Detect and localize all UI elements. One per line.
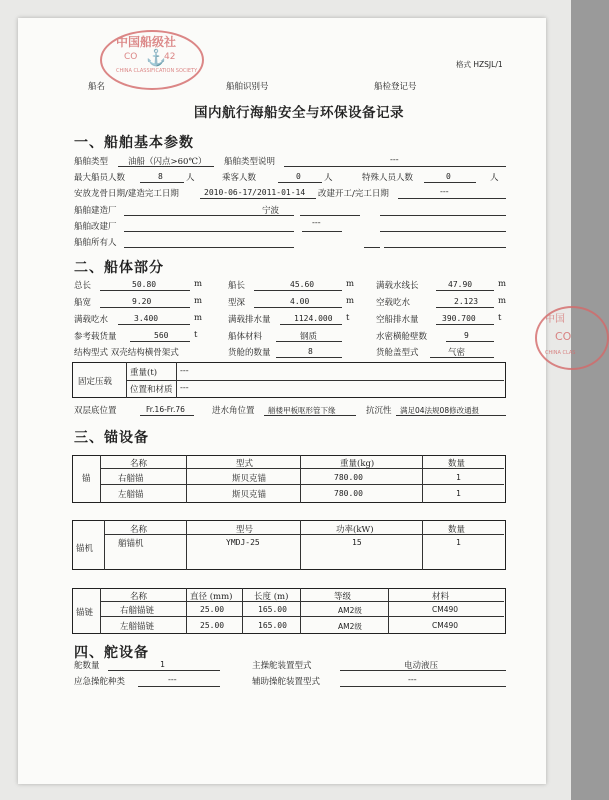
table-line xyxy=(104,520,105,570)
full-disp-unit: t xyxy=(346,313,350,323)
underline xyxy=(300,215,360,216)
ship-id-label: 船舶识别号 xyxy=(226,82,269,92)
table-line xyxy=(186,455,187,503)
col-qty: 数量 xyxy=(448,459,466,469)
keel-date-value: 2010-06-17/2011-01-14 xyxy=(204,188,306,197)
page-title: 国内航行海船安全与环保设备记录 xyxy=(194,105,404,121)
anchor-name: 右艏锚 xyxy=(118,474,144,484)
hull-material-label: 船体材料 xyxy=(228,332,263,342)
lwl-value: 47.90 xyxy=(448,280,473,289)
chain-length: 165.00 xyxy=(258,605,287,614)
aux-steering-value: --- xyxy=(408,675,417,685)
deadweight-label: 参考载货量 xyxy=(74,332,117,342)
underline xyxy=(130,341,190,342)
underline xyxy=(264,415,356,416)
builder-value: 宁波 xyxy=(262,206,280,216)
lbp-value: 45.60 xyxy=(290,280,315,289)
col-type: 型式 xyxy=(236,459,254,469)
full-draft-value: 3.400 xyxy=(134,314,159,323)
underline xyxy=(340,670,506,671)
breadth-label: 船宽 xyxy=(74,298,92,308)
hatch-label: 货舱盖型式 xyxy=(376,348,419,358)
windlass-row-label: 锚机 xyxy=(76,544,94,554)
flood-angle-value: 艏楼甲板呕形管下缘 xyxy=(268,406,336,415)
anchor-row-label: 锚 xyxy=(82,474,91,484)
chain-name: 左艏锚链 xyxy=(120,622,155,632)
ballast-position-label: 位置和材质 xyxy=(130,385,173,395)
chain-material: CM490 xyxy=(432,605,459,614)
bulkhead-value: 9 xyxy=(464,331,469,340)
underline xyxy=(436,307,494,308)
lbp-label: 船长 xyxy=(228,281,246,291)
col-material: 材料 xyxy=(432,592,450,602)
keel-date-label: 安放龙骨日期/建造完工日期 xyxy=(74,189,179,199)
rudder-count-label: 舵数量 xyxy=(74,661,100,671)
light-disp-value: 390.700 xyxy=(442,314,476,323)
table-line xyxy=(422,520,423,570)
max-crew-label: 最大船员人数 xyxy=(74,173,126,183)
anchor-qty: 1 xyxy=(456,489,461,498)
section-rudder-title: 四、舵设备 xyxy=(74,645,149,661)
refit-date-value: --- xyxy=(440,187,449,197)
ship-name-label: 船名 xyxy=(88,82,106,92)
passenger-unit: 人 xyxy=(324,173,333,183)
underline xyxy=(276,341,342,342)
hull-material-value: 钢质 xyxy=(300,332,318,342)
chain-name: 右艏锚链 xyxy=(120,606,155,616)
section-basic-title: 一、船舶基本参数 xyxy=(74,135,194,151)
main-steering-label: 主操舵装置型式 xyxy=(252,661,312,671)
table-line xyxy=(186,588,187,634)
full-draft-unit: m xyxy=(194,313,203,323)
anchor-weight: 780.00 xyxy=(334,473,363,482)
lwl-label: 满载水线长 xyxy=(376,281,419,291)
underline xyxy=(254,290,342,291)
special-value: 0 xyxy=(446,172,451,181)
col-name: 名称 xyxy=(130,525,148,535)
chain-grade: AM2级 xyxy=(338,622,362,631)
table-line xyxy=(100,588,101,634)
underline xyxy=(430,357,494,358)
refitter-value: --- xyxy=(312,218,321,228)
table-line xyxy=(422,455,423,503)
underline xyxy=(380,231,506,232)
col-model: 型号 xyxy=(236,525,254,535)
col-qty: 数量 xyxy=(448,525,466,535)
loa-unit: m xyxy=(194,279,203,289)
anchor-name: 左艏锚 xyxy=(118,490,144,500)
underline xyxy=(284,166,506,167)
underline xyxy=(436,290,494,291)
anchor-type: 斯贝克锚 xyxy=(232,490,267,500)
underline xyxy=(396,415,506,416)
underline xyxy=(398,198,506,199)
col-weight: 重量(kg) xyxy=(340,459,375,469)
light-disp-unit: t xyxy=(498,313,502,323)
underline xyxy=(140,182,184,183)
underline xyxy=(302,231,342,232)
table-line xyxy=(100,455,101,503)
lbp-unit: m xyxy=(346,279,355,289)
ship-type-desc-label: 船舶类型说明 xyxy=(224,157,276,167)
reg-no-label: 船检登记号 xyxy=(374,82,417,92)
table-line xyxy=(100,484,504,485)
col-grade: 等级 xyxy=(334,592,352,602)
underline xyxy=(424,182,476,183)
aux-steering-label: 辅助操舵装置型式 xyxy=(252,677,321,687)
seal-code-left: CO xyxy=(124,52,138,62)
bulkhead-label: 水密横舱壁数 xyxy=(376,332,428,342)
cargo-tank-value: 8 xyxy=(308,347,313,356)
underline xyxy=(254,307,342,308)
builder-label: 船舶建造厂 xyxy=(74,206,117,216)
emergency-steering-value: --- xyxy=(168,675,177,685)
underline xyxy=(200,198,316,199)
double-bottom-label: 双层底位置 xyxy=(74,406,117,416)
table-line xyxy=(300,455,301,503)
deadweight-value: 560 xyxy=(154,331,169,340)
depth-value: 4.00 xyxy=(290,297,310,306)
breadth-unit: m xyxy=(194,296,203,306)
col-diameter: 直径 (mm) xyxy=(190,592,233,602)
light-draft-unit: m xyxy=(498,296,507,306)
ccs-seal-stamp-edge xyxy=(535,306,609,370)
chain-diameter: 25.00 xyxy=(200,605,225,614)
main-steering-value: 电动液压 xyxy=(404,661,439,671)
passenger-value: 0 xyxy=(296,172,301,181)
windlass-model: YMDJ-25 xyxy=(226,538,260,547)
full-disp-value: 1124.000 xyxy=(294,314,333,323)
ballast-weight-value: --- xyxy=(180,366,189,376)
seal-anchor-icon: ⚓ xyxy=(146,48,166,67)
underline xyxy=(436,324,494,325)
special-label: 特殊人员人数 xyxy=(362,173,414,183)
windlass-qty: 1 xyxy=(456,538,461,547)
emergency-steering-label: 应急操舵种类 xyxy=(74,677,126,687)
chain-length: 165.00 xyxy=(258,621,287,630)
depth-unit: m xyxy=(346,296,355,306)
col-name: 名称 xyxy=(130,592,148,602)
col-length: 长度 (m) xyxy=(254,592,289,602)
seal-edge-code: CO xyxy=(555,330,572,343)
underline xyxy=(124,247,294,248)
col-power: 功率(kW) xyxy=(336,525,374,535)
breadth-value: 9.20 xyxy=(132,297,152,306)
table-line xyxy=(100,468,504,469)
table-line xyxy=(126,380,504,381)
table-line xyxy=(100,616,504,617)
underline xyxy=(118,324,190,325)
underline xyxy=(276,357,342,358)
owner-label: 船舶所有人 xyxy=(74,238,117,248)
table-line xyxy=(300,588,301,634)
anchor-qty: 1 xyxy=(456,473,461,482)
lwl-unit: m xyxy=(498,279,507,289)
seal-code-right: 42 xyxy=(164,52,176,62)
hatch-value: 气密 xyxy=(448,348,466,358)
loa-value: 50.80 xyxy=(132,280,157,289)
max-crew-value: 8 xyxy=(158,172,163,181)
anchor-type: 斯贝克锚 xyxy=(232,474,267,484)
passenger-label: 乘客人数 xyxy=(222,173,257,183)
underline xyxy=(280,324,342,325)
chain-grade: AM2级 xyxy=(338,606,362,615)
table-line xyxy=(300,520,301,570)
ship-type-label: 船舶类型 xyxy=(74,157,109,167)
refitter-label: 船舶改建厂 xyxy=(74,222,117,232)
underline xyxy=(384,247,506,248)
ship-type-value: 油船（闪点>60℃） xyxy=(128,157,207,167)
light-draft-label: 空载吃水 xyxy=(376,298,411,308)
form-code: 格式 HZSJL/1 xyxy=(456,60,503,69)
col-name: 名称 xyxy=(130,459,148,469)
sinkability-label: 抗沉性 xyxy=(366,406,392,416)
seal-edge-text: 中国 xyxy=(545,314,565,325)
cargo-tank-label: 货舱的数量 xyxy=(228,348,271,358)
table-line xyxy=(104,534,504,535)
chain-diameter: 25.00 xyxy=(200,621,225,630)
section-anchor-title: 三、锚设备 xyxy=(74,430,149,446)
underline xyxy=(118,166,214,167)
deadweight-unit: t xyxy=(194,330,198,340)
max-crew-unit: 人 xyxy=(186,173,195,183)
underline xyxy=(100,290,190,291)
underline xyxy=(278,182,322,183)
seal-text-bottom: CHINA CLASSIFICATION SOCIETY xyxy=(116,68,198,74)
anchor-weight: 780.00 xyxy=(334,489,363,498)
underline xyxy=(340,686,506,687)
table-line xyxy=(186,520,187,570)
windlass-name: 艏锚机 xyxy=(118,539,144,549)
refit-date-label: 改建开工/完工日期 xyxy=(318,189,389,199)
ballast-position-value: --- xyxy=(180,383,189,393)
windlass-power: 15 xyxy=(352,538,362,547)
underline xyxy=(446,341,494,342)
underline xyxy=(138,686,220,687)
underline xyxy=(124,215,294,216)
underline xyxy=(108,670,220,671)
section-hull-title: 二、船体部分 xyxy=(74,260,164,276)
ship-type-desc-value: --- xyxy=(390,155,399,165)
seal-edge-bottom: CHINA CLAS xyxy=(545,350,576,356)
underline xyxy=(380,215,506,216)
underline xyxy=(364,247,380,248)
chain-material: CM490 xyxy=(432,621,459,630)
ccs-seal-stamp xyxy=(100,30,204,90)
underline xyxy=(140,415,194,416)
underline xyxy=(124,231,294,232)
special-unit: 人 xyxy=(490,173,499,183)
light-disp-label: 空船排水量 xyxy=(376,315,419,325)
light-draft-value: 2.123 xyxy=(454,297,479,306)
chain-row-label: 锚链 xyxy=(76,608,94,618)
rudder-count-value: 1 xyxy=(160,660,165,669)
structure-label: 结构型式 双壳结构横骨架式 xyxy=(74,348,179,358)
fixed-ballast-label: 固定压载 xyxy=(78,377,113,387)
table-line xyxy=(388,588,389,634)
seal-text-top: 中国船级社 xyxy=(116,35,177,49)
ballast-weight-label: 重量(t) xyxy=(130,368,158,378)
sinkability-value: 满足04法规08修改通报 xyxy=(400,406,480,415)
full-draft-label: 满载吃水 xyxy=(74,315,109,325)
loa-label: 总长 xyxy=(74,281,92,291)
full-disp-label: 满载排水量 xyxy=(228,315,271,325)
table-line xyxy=(242,588,243,634)
double-bottom-value: Fr.16-Fr.76 xyxy=(146,405,185,414)
flood-angle-label: 进水角位置 xyxy=(212,406,255,416)
depth-label: 型深 xyxy=(228,298,246,308)
underline xyxy=(100,307,190,308)
